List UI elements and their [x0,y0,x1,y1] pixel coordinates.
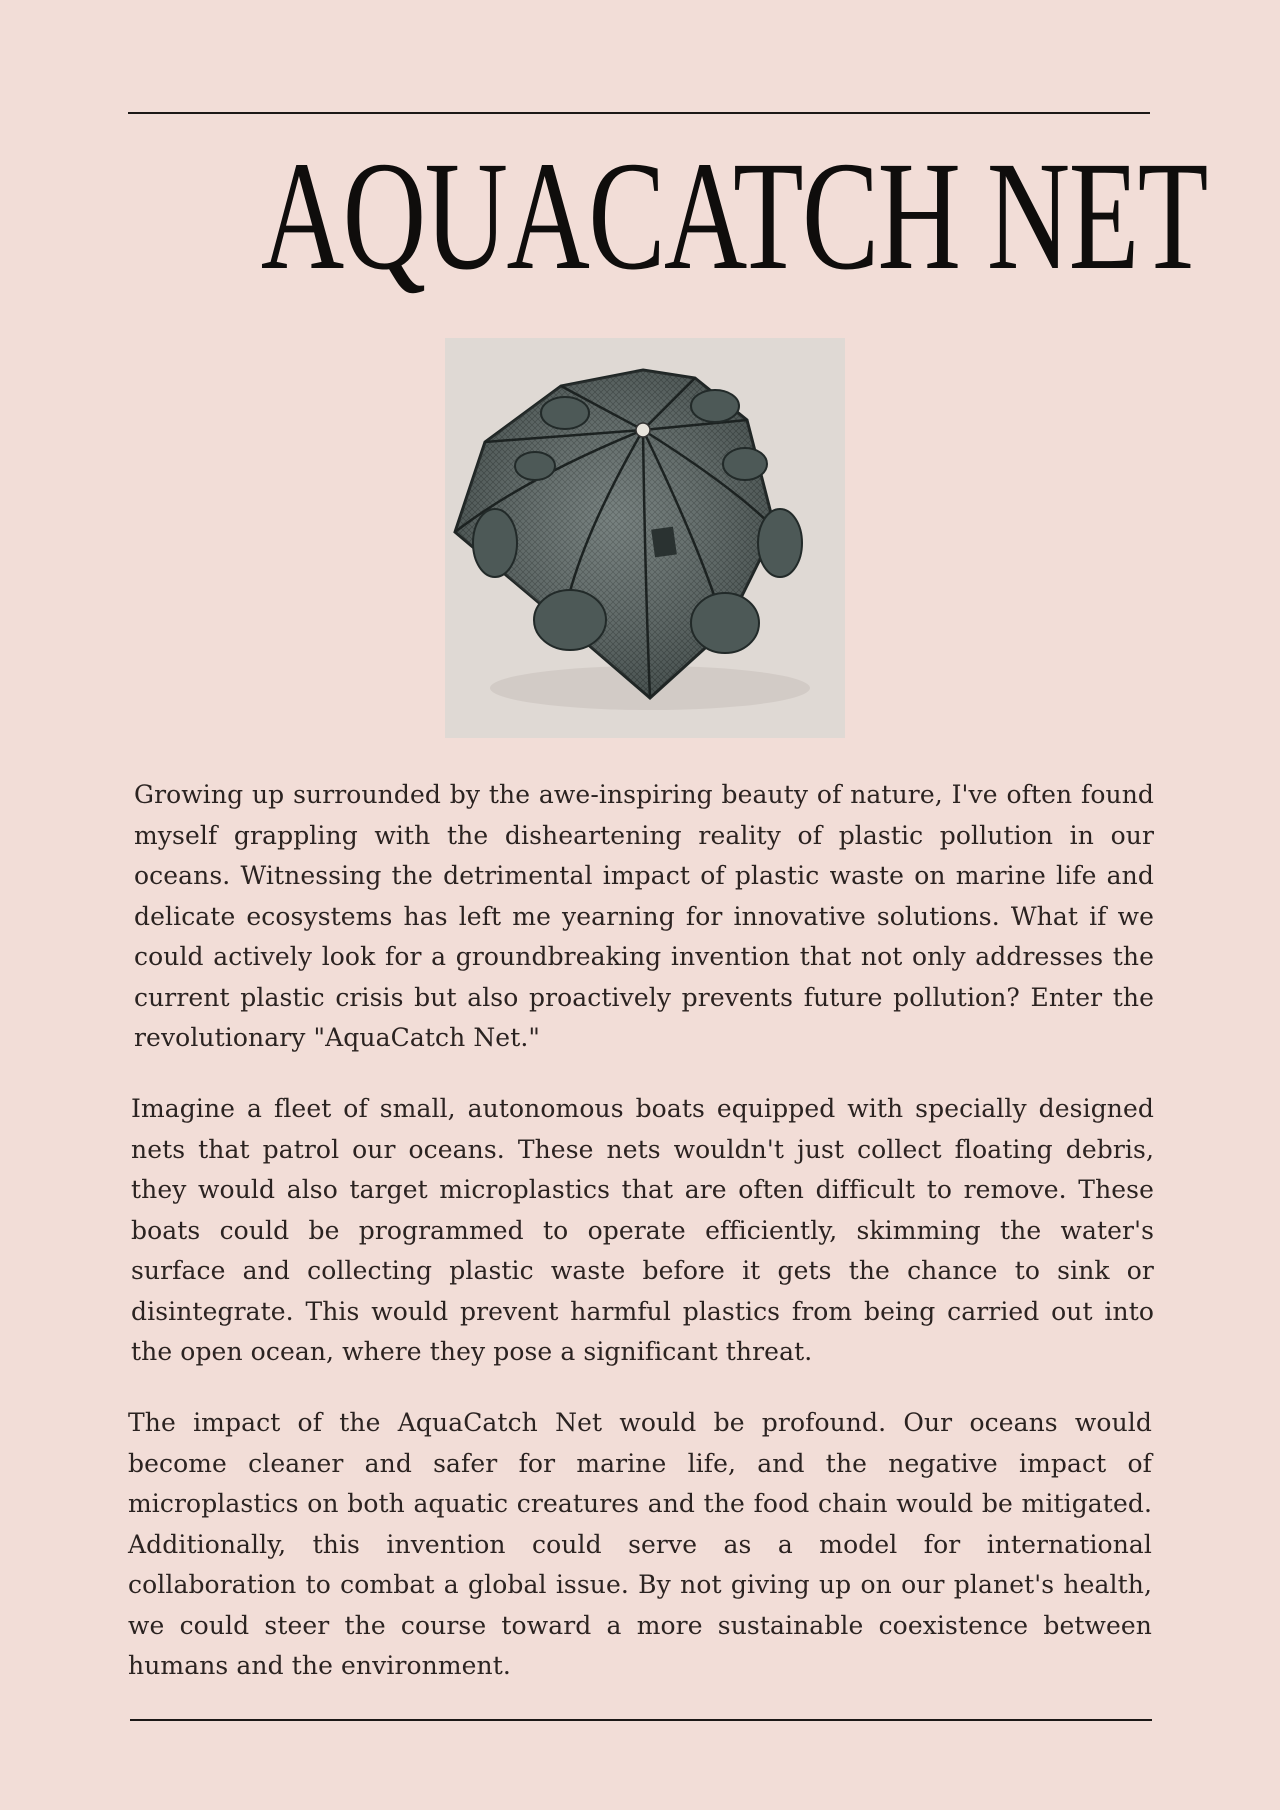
paragraph-fleet: Imagine a fleet of small, autonomous boats equipped with specially designed nets that patrol our oceans. These nets wouldn't just collect floating debris, they would also target microplastics that are often difficult to remove. These boats could be programmed to operate efficiently, skimming the water's surface and collecting plastic waste before it gets the chance to sink or disintegrate. This would prevent harmful plastics from being carried out into the open ocean, where they pose a significant threat. [131,1094,1154,1366]
paragraph-impact: The impact of the AquaCatch Net would be profound. Our oceans would become cleaner and safer for marine life, and the negative impact of microplastics on both aquatic creatures and the food chain would be mitigated. Additionally, this invention could serve as a model for international collaboration to combat a global issue. By not giving up on our planet's health, we could steer the course toward a more sustainable coexistence between humans and the environment. [128,1408,1152,1680]
bottom-divider [130,1719,1152,1721]
paragraph-intro: Growing up surrounded by the awe-inspiring beauty of nature, I've often found myself grappling with the disheartening reality of plastic pollution in our oceans. Witnessing the detrimental impact of plastic waste on marine life and delicate ecosystems has left me yearning for innovative solutions. What if we could actively look for a groundbreaking invention that not only addresses the current plastic crisis but also proactively prevents future pollution? Enter the revolutionary "AquaCatch Net." [134,780,1154,1052]
top-divider [128,112,1150,114]
page-title: AQUACATCH NET [260,129,1207,302]
net-illustration [445,338,845,738]
net-photo [445,338,845,738]
